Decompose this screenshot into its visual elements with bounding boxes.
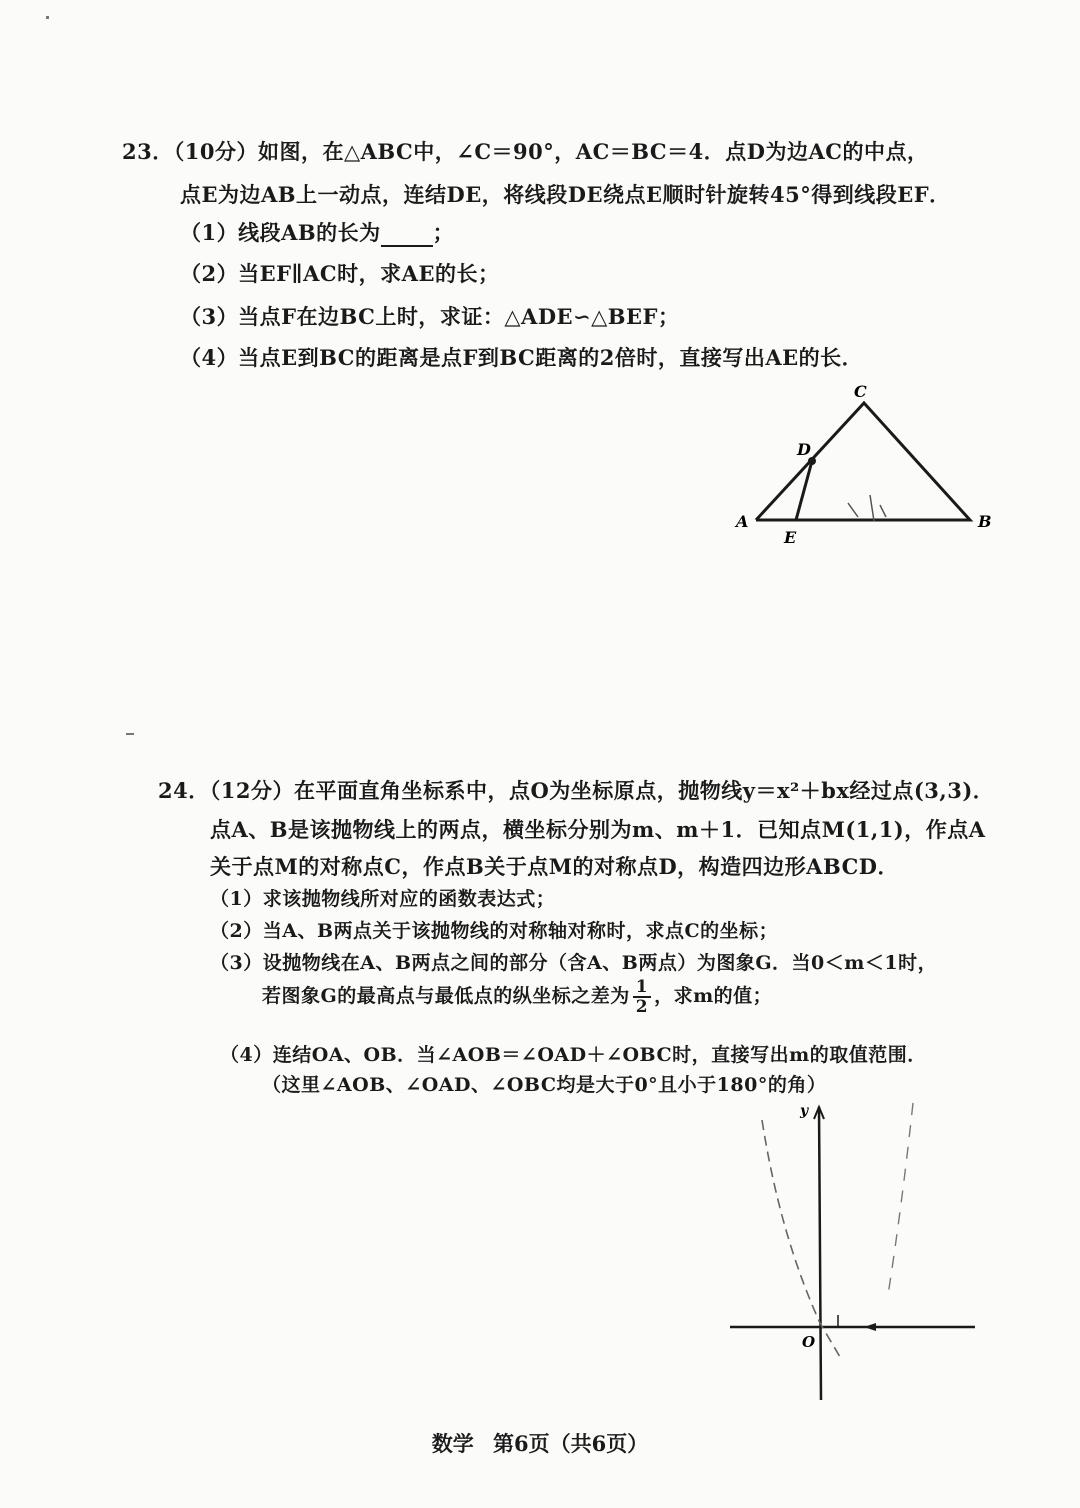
q23-part1: [180, 217, 454, 247]
q24-part1: （1）求该抛物线所对应的函数表达式；: [210, 888, 556, 910]
fraction-numerator: 1: [633, 978, 651, 998]
page-footer: [0, 1428, 1080, 1458]
q24-part3-line2-b: ，求m的值；: [654, 985, 773, 1007]
q23-part4: （4）当点E到BC的距离是点F到BC距离的2倍时，直接写出AE的长．: [180, 345, 864, 370]
answer-blank: [381, 227, 433, 247]
q23-part3: （3）当点F在边BC上时，求证：△ADE∽△BEF；: [180, 304, 680, 329]
q24-part4-line1: （4）连结OA、OB．当∠AOB＝∠OAD＋∠OBC时，直接写出m的取值范围．: [220, 1044, 927, 1066]
q24-part3-line1: （3）设抛物线在A、B两点之间的部分（含A、B两点）为图象G．当0＜m＜1时，: [210, 952, 938, 974]
q24-stem-line2: 点A、B是该抛物线上的两点，横坐标分别为m、m＋1．已知点M(1,1)，作点A: [210, 817, 986, 842]
pencil-marks: [848, 495, 886, 521]
label-o: O: [802, 1333, 816, 1351]
q23-stem-line2: 点E为边AB上一动点，连结DE，将线段DE绕点E顺时针旋转45°得到线段EF．: [180, 182, 951, 207]
footer-page: 第6页（共6页）: [493, 1431, 649, 1456]
coordinate-figure: [720, 1095, 990, 1415]
label-a: A: [736, 512, 749, 531]
x-axis-mark: [864, 1323, 876, 1331]
q23-part1-end: ；: [432, 220, 455, 245]
q24-part2: （2）当A、B两点关于该抛物线的对称轴对称时，求点C的坐标；: [210, 920, 779, 942]
label-d: D: [797, 440, 811, 459]
label-e: E: [784, 528, 797, 547]
y-axis: [819, 1107, 821, 1400]
scan-speck: [126, 733, 134, 735]
triangle-abc: [756, 403, 970, 520]
scan-speck: [46, 16, 49, 19]
q24-part4-line2: （这里∠AOB、∠OAD、∠OBC均是大于0°且小于180°的角）: [262, 1074, 827, 1096]
q24-part3-line2: [262, 978, 772, 1016]
fraction-one-half: [633, 978, 651, 1016]
footer-subject: 数学: [431, 1431, 474, 1456]
q23-part1-text: （1）线段AB的长为: [180, 220, 381, 245]
q24-stem-line3: 关于点M的对称点C，作点B关于点M的对称点D，构造四边形ABCD．: [210, 854, 900, 879]
q23-stem-line1: 23．（10分）如图，在△ABC中，∠C＝90°，AC＝BC＝4．点D为边AC的中点，: [122, 139, 929, 164]
q24-part3-line2-a: 若图象G的最高点与最低点的纵坐标之差为: [262, 985, 630, 1007]
label-c: C: [854, 382, 867, 401]
q23-part2: （2）当EF∥AC时，求AE的长；: [180, 261, 500, 286]
fraction-denominator: 2: [635, 997, 649, 1017]
parabola-sketch-right: [888, 1103, 913, 1295]
triangle-figure: [720, 375, 1010, 555]
parabola-sketch: [762, 1120, 840, 1357]
origin-tick: [838, 1315, 848, 1327]
label-b: B: [978, 512, 992, 531]
q24-stem-line1: 24．（12分）在平面直角坐标系中，点O为坐标原点，抛物线y＝x²＋bx经过点(3,3)．: [158, 778, 995, 803]
label-y: y: [800, 1103, 809, 1119]
